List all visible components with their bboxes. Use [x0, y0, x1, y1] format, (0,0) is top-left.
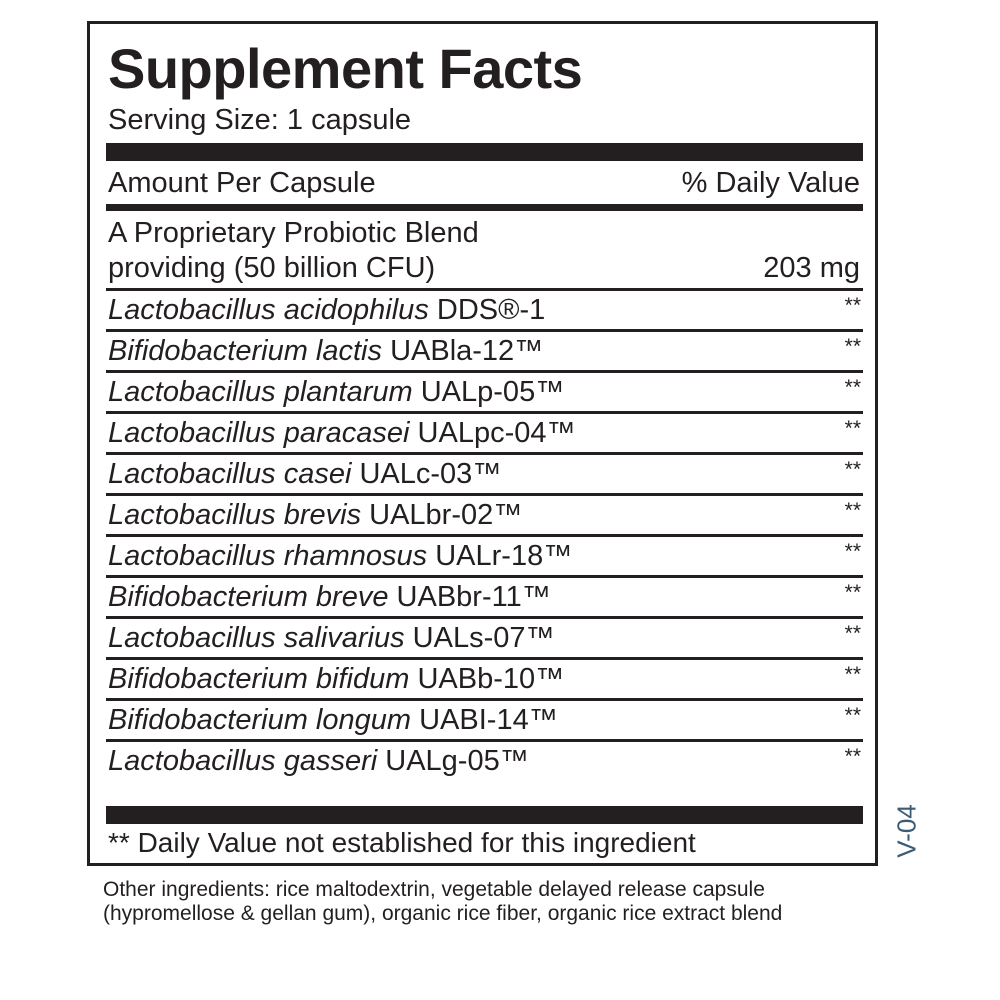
ingredient-strain: UABI-14™ [419, 704, 558, 736]
ingredient-strain: UALg-05™ [385, 745, 529, 777]
ingredient-row [106, 370, 863, 411]
ingredient-row [106, 493, 863, 534]
ingredient-species: Lactobacillus plantarum [108, 376, 413, 408]
other-ingredients: Other ingredients: rice maltodextrin, vegetable delayed release capsule (hypromellose & gellan gum), organic rice fiber, organic rice extract blend [103, 878, 783, 925]
ingredient-name [108, 701, 558, 739]
thick-divider-top [106, 143, 863, 161]
ingredient-row [106, 616, 863, 657]
ingredient-name [108, 496, 522, 534]
ingredient-name [108, 742, 529, 780]
ingredient-row [106, 288, 863, 329]
ingredient-row [106, 698, 863, 739]
blend-name-line2: providing (50 billion CFU) [108, 252, 436, 284]
ingredient-daily-value: ** [844, 458, 861, 481]
daily-value-header: % Daily Value [681, 167, 860, 199]
ingredient-species: Lactobacillus brevis [108, 499, 362, 531]
ingredient-name [108, 414, 576, 452]
medium-divider [106, 204, 863, 211]
ingredient-daily-value: ** [844, 622, 861, 645]
ingredient-strain: UALbr-02™ [369, 499, 523, 531]
ingredient-strain: UABbr-11™ [396, 581, 551, 613]
ingredient-species: Lactobacillus rhamnosus [108, 540, 428, 572]
ingredient-daily-value: ** [844, 417, 861, 440]
ingredient-name [108, 332, 543, 370]
serving-size: Serving Size: 1 capsule [108, 104, 412, 136]
amount-header: Amount Per Capsule [108, 167, 376, 199]
ingredient-species: Lactobacillus paracasei [108, 417, 410, 449]
ingredient-name [108, 660, 564, 698]
blend-amount: 203 mg [763, 252, 860, 284]
ingredient-species: Lactobacillus acidophilus [108, 294, 429, 326]
blend-name-line2-wrap [108, 251, 860, 286]
ingredient-strain: UALs-07™ [412, 622, 555, 654]
ingredient-daily-value: ** [844, 540, 861, 563]
ingredient-name [108, 578, 551, 616]
ingredient-name [108, 291, 545, 329]
ingredient-strain: DDS®-1 [436, 294, 546, 326]
ingredient-species: Bifidobacterium lactis [108, 335, 382, 367]
ingredient-row [106, 739, 863, 780]
ingredient-strain: UALc-03™ [359, 458, 502, 490]
ingredient-daily-value: ** [844, 499, 861, 522]
ingredient-daily-value: ** [844, 581, 861, 604]
ingredient-row [106, 411, 863, 452]
ingredient-species: Lactobacillus gasseri [108, 745, 378, 777]
ingredient-name [108, 373, 564, 411]
version-code-text: V-04 [891, 804, 922, 858]
ingredient-row [106, 329, 863, 370]
ingredient-strain: UABla-12™ [390, 335, 544, 367]
column-header-row [108, 164, 860, 202]
ingredient-row [106, 657, 863, 698]
ingredient-species: Bifidobacterium breve [108, 581, 389, 613]
ingredient-strain: UALpc-04™ [417, 417, 576, 449]
ingredient-daily-value: ** [844, 745, 861, 768]
ingredient-row [106, 534, 863, 575]
ingredient-species: Bifidobacterium longum [108, 704, 412, 736]
version-code [877, 796, 937, 866]
ingredient-daily-value: ** [844, 704, 861, 727]
ingredient-daily-value: ** [844, 335, 861, 358]
supplement-facts-panel [87, 21, 878, 866]
daily-value-footnote: ** Daily Value not established for this ingredient [108, 827, 696, 858]
ingredient-strain: UALr-18™ [435, 540, 573, 572]
ingredient-name [108, 455, 501, 493]
ingredient-strain: UABb-10™ [417, 663, 565, 695]
proprietary-blend [108, 216, 860, 286]
thick-divider-bottom [106, 806, 863, 824]
ingredient-species: Lactobacillus salivarius [108, 622, 405, 654]
ingredient-row [106, 575, 863, 616]
ingredient-species: Lactobacillus casei [108, 458, 352, 490]
panel-title: Supplement Facts [108, 37, 583, 100]
ingredient-name [108, 537, 572, 575]
ingredient-daily-value: ** [844, 376, 861, 399]
ingredient-name [108, 619, 554, 657]
blend-name-line1: A Proprietary Probiotic Blend [108, 217, 479, 249]
ingredient-daily-value: ** [844, 663, 861, 686]
ingredient-list [106, 288, 863, 780]
ingredient-strain: UALp-05™ [420, 376, 565, 408]
ingredient-daily-value: ** [844, 294, 861, 317]
ingredient-species: Bifidobacterium bifidum [108, 663, 410, 695]
ingredient-row [106, 452, 863, 493]
